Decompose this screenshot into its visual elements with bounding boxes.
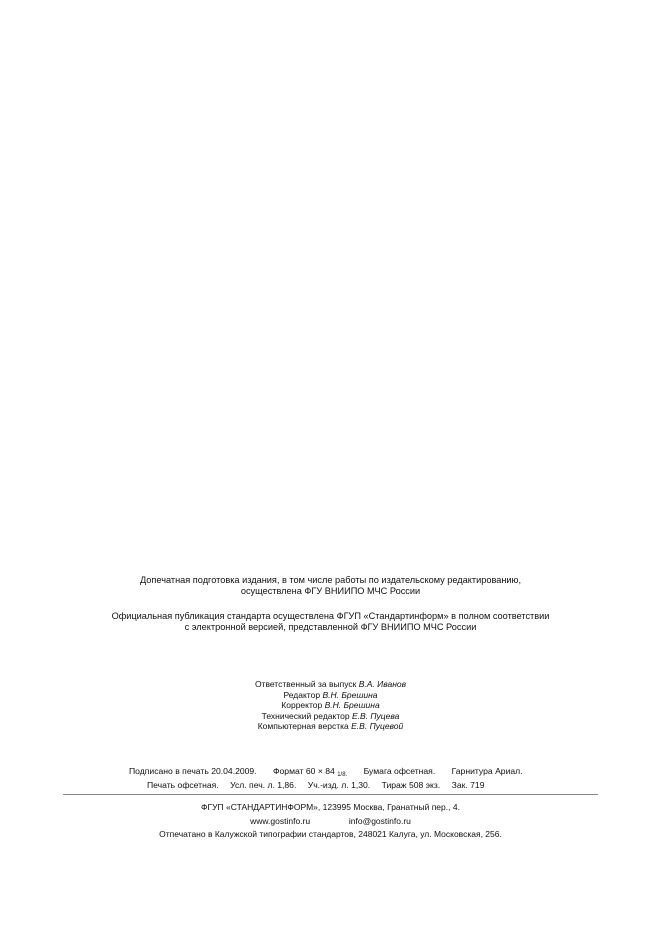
credits-block (0, 679, 661, 732)
imprint-edition-sheets: Уч.-изд. л. 1,30. (307, 780, 371, 790)
credit-editor (0, 690, 661, 701)
credit-name: В.Н. Брешина (324, 700, 380, 711)
prep-line-2: осуществлена ФГУ ВНИИПО МЧС России (240, 586, 421, 596)
credit-proofreader (0, 700, 661, 711)
credit-role: Компьютерная верстка (257, 721, 349, 732)
imprint-run: Тираж 508 экз. (381, 780, 441, 790)
footer-email[interactable]: info@gostinfo.ru (348, 816, 411, 826)
imprint-typeface: Гарнитура Ариал. (451, 766, 523, 776)
imprint-line-1 (129, 766, 523, 781)
imprint-signed: Подписано в печать 20.04.2009. (129, 766, 257, 776)
imprint-line-2 (147, 780, 484, 791)
footer-website[interactable]: www.gostinfo.ru (250, 816, 311, 826)
credit-role: Ответственный за выпуск (254, 679, 357, 689)
credit-name: В.Н. Брешина (322, 689, 378, 700)
prep-line-1: Допечатная подготовка издания, в том числе работы по издательскому редактированию, (139, 575, 521, 585)
credit-role: Технический редактор (261, 710, 350, 721)
footer-printed: Отпечатано в Калужской типографии стандартов, 248021 Калуга, ул. Московская, 256. (159, 829, 502, 839)
imprint-print-sheets: Усл. печ. л. 1,86. (230, 780, 297, 790)
credit-name: В.А. Иванов (358, 679, 407, 689)
credit-name: Е.В. Пуцева (351, 710, 400, 721)
credit-responsible (0, 679, 661, 690)
credit-layout (0, 721, 661, 732)
divider (63, 794, 598, 795)
publication-line-2: с электронной версией, представленной ФГУ ВНИИПО МЧС России (184, 622, 477, 632)
imprint-order: Зак. 719 (451, 780, 485, 790)
footer-contacts (0, 816, 661, 827)
credit-role: Корректор (281, 700, 323, 711)
footer-publisher: ФГУП «СТАНДАРТИНФОРМ», 123995 Москва, Гранатный пер., 4. (201, 802, 460, 812)
imprint-print: Печать офсетная. (147, 780, 219, 790)
imprint-format-fraction: 1/8. (337, 772, 348, 778)
imprint-format: Формат 60 × 84 (272, 766, 335, 776)
credit-role: Редактор (283, 689, 321, 700)
credit-name: Е.В. Пуцевой (351, 721, 404, 732)
credit-tech-editor (0, 711, 661, 722)
imprint-paper: Бумага офсетная. (363, 766, 436, 776)
publication-line-1: Официальная публикация стандарта осуществлена ФГУП «Стандартинформ» в полном соответствии (111, 611, 550, 621)
